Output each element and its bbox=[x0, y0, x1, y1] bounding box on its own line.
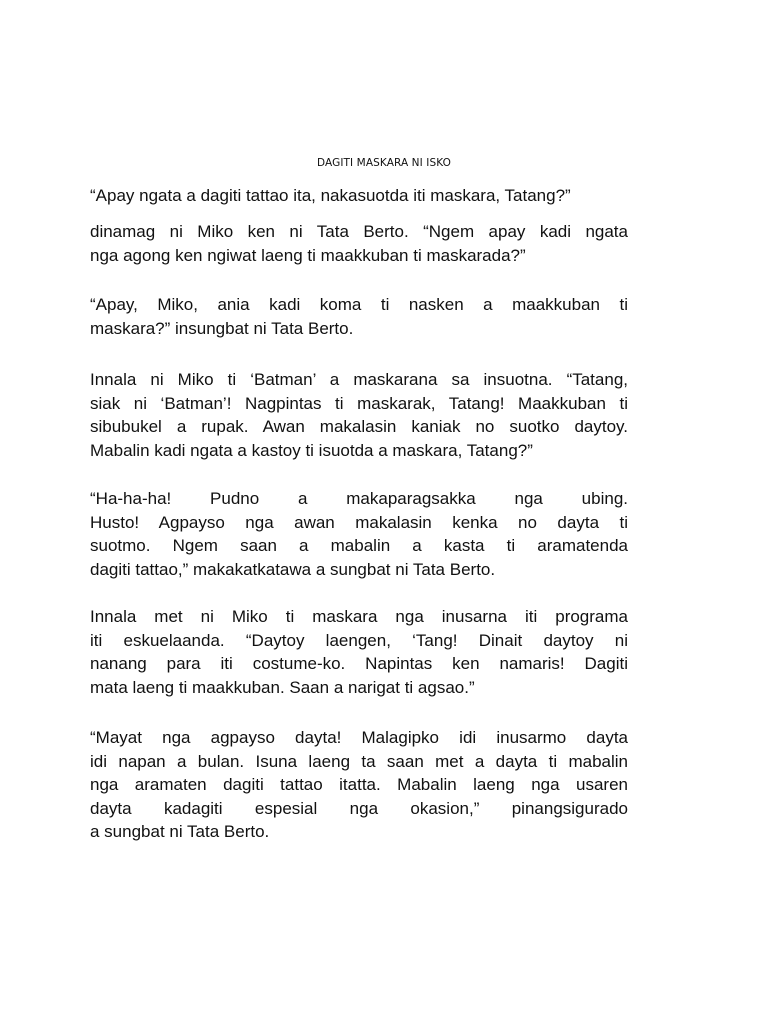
text-line: maskara?” insungbat ni Tata Berto. bbox=[90, 318, 354, 338]
paragraph-1 bbox=[90, 184, 628, 208]
text-line: suotmo. Ngem saan a mabalin a kasta ti aramatenda bbox=[90, 536, 628, 555]
text-line: “Mayat nga agpayso dayta! Malagipko idi inusarmo dayta bbox=[90, 728, 628, 747]
text-line: siak ni ‘Batman’! Nagpintas ti maskarak, Tatang! Maakkuban ti bbox=[90, 393, 628, 413]
paragraph-4 bbox=[90, 368, 628, 462]
text-line: iti eskuelaanda. “Daytoy laengen, ‘Tang! Dinait daytoy ni bbox=[90, 630, 628, 650]
text-line: idi napan a bulan. Isuna laeng ta saan met a dayta ti mabalin bbox=[90, 751, 628, 771]
paragraph-2 bbox=[90, 220, 628, 267]
paragraph-7 bbox=[90, 726, 628, 844]
text-line: dinamag ni Miko ken ni Tata Berto. “Ngem apay kadi ngata bbox=[90, 222, 628, 241]
text-line: Mabalin kadi ngata a kastoy ti isuotda a maskara, Tatang?” bbox=[90, 440, 533, 460]
text-line: dayta kadagiti espesial nga okasion,” pinangsigurado bbox=[90, 798, 628, 818]
text-line: Innala ni Miko ti ‘Batman’ a maskarana sa insuotna. “Tatang, bbox=[90, 370, 628, 389]
text-line: “Ha-ha-ha! Pudno a makaparagsakka nga ubing. bbox=[90, 489, 628, 508]
text-line: nga agong ken ngiwat laeng ti maakkuban ti maskarada?” bbox=[90, 245, 526, 265]
text-line: sibubukel a rupak. Awan makalasin kaniak no suotko daytoy. bbox=[90, 417, 628, 436]
text-line: nanang para iti costume-ko. Napintas ken namaris! Dagiti bbox=[90, 654, 628, 673]
text-line: dagiti tattao,” makakatkatawa a sungbat ni Tata Berto. bbox=[90, 559, 496, 579]
paragraph-6 bbox=[90, 605, 628, 699]
text-line: “Apay, Miko, ania kadi koma ti nasken a maakkuban ti bbox=[90, 295, 628, 314]
text-line: a sungbat ni Tata Berto. bbox=[90, 822, 270, 841]
text-line: mata laeng ti maakkuban. Saan a narigat ti agsao.” bbox=[90, 677, 475, 697]
text-line: Innala met ni Miko ti maskara nga inusarna iti programa bbox=[90, 607, 628, 626]
paragraph-3 bbox=[90, 293, 628, 340]
text-line: Husto! Agpayso nga awan makalasin kenka no dayta ti bbox=[90, 512, 628, 532]
text-line: “Apay ngata a dagiti tattao ita, nakasuotda iti maskara, Tatang?” bbox=[90, 186, 571, 205]
paragraph-5 bbox=[90, 487, 628, 581]
page-title: DAGITI MASKARA NI ISKO bbox=[317, 157, 451, 169]
text-line: nga aramaten dagiti tattao itatta. Mabalin laeng nga usaren bbox=[90, 775, 628, 794]
